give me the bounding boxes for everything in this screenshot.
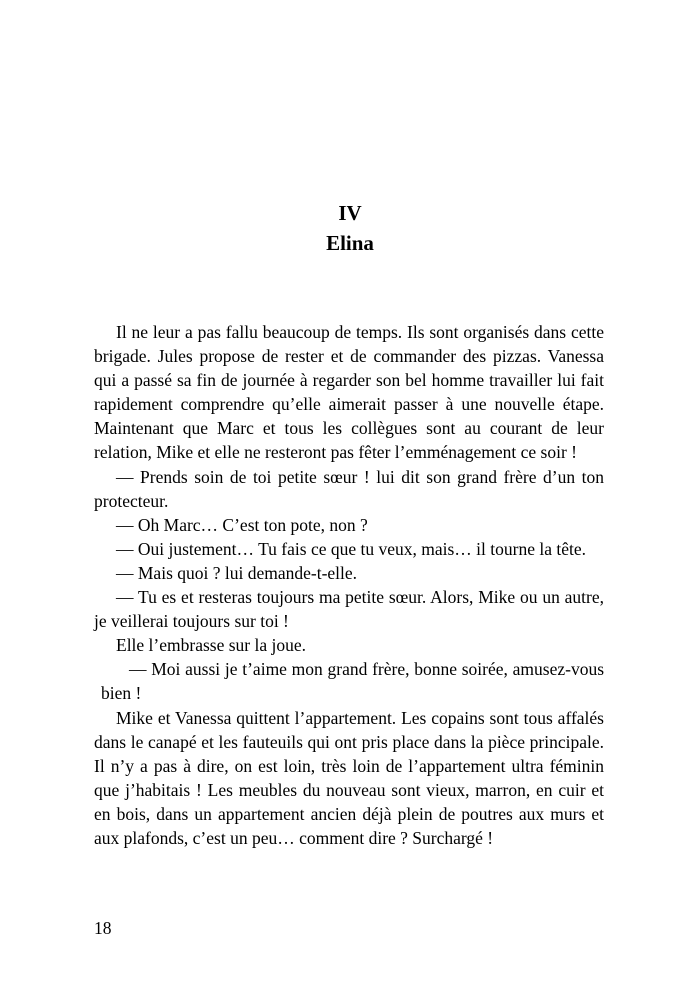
chapter-body (94, 320, 604, 850)
dialogue-line: — Moi aussi je t’aime mon grand frère, bonne soirée, amusez-vous bien ! (101, 659, 604, 704)
chapter-title: Elina (326, 231, 374, 255)
dialogue-line: — Mais quoi ? lui demande-t-elle. (116, 562, 358, 583)
page-number: 18 (94, 918, 112, 938)
paragraph: Il ne leur a pas fallu beaucoup de temps. Ils sont organisés dans cette brigade. Jules propose de rester et de commander des pizzas. Vanessa qui a passé sa fin de journée à regarder son bel homme travailler lui fait rapidement comprendre qu’elle aimerait passer à une nouvelle étape. Maintenant que Marc et tous les collègues sont au courant de leur relation, Mike et elle ne resteront pas fêter l’emménagement ce soir ! (94, 322, 604, 463)
chapter-number: IV (338, 201, 362, 225)
dialogue-line: — Oui justement… Tu fais ce que tu veux, mais… il tourne la tête. (116, 538, 586, 559)
dialogue-line: — Prends soin de toi petite sœur ! lui dit son grand frère d’un ton protecteur. (94, 466, 604, 511)
dialogue-line: — Oh Marc… C’est ton pote, non ? (116, 514, 368, 535)
paragraph: Mike et Vanessa quittent l’appartement. Les copains sont tous affalés dans le canapé et les fauteuils qui ont pris place dans la pièce principale. Il n’y a pas à dire, on est loin, très loin de l’appartement ultra féminin que j’habitais ! Les meubles du nouveau sont vieux, marron, en cuir et en bois, dans un appartement ancien déjà plein de poutres aux murs et aux plafonds, c’est un peu… comment dire ? Surchargé ! (94, 707, 604, 848)
dialogue-line: — Tu es et resteras toujours ma petite sœur. Alors, Mike ou un autre, je veillerai toujours sur toi ! (94, 587, 604, 632)
paragraph: Elle l’embrasse sur la joue. (116, 635, 307, 656)
